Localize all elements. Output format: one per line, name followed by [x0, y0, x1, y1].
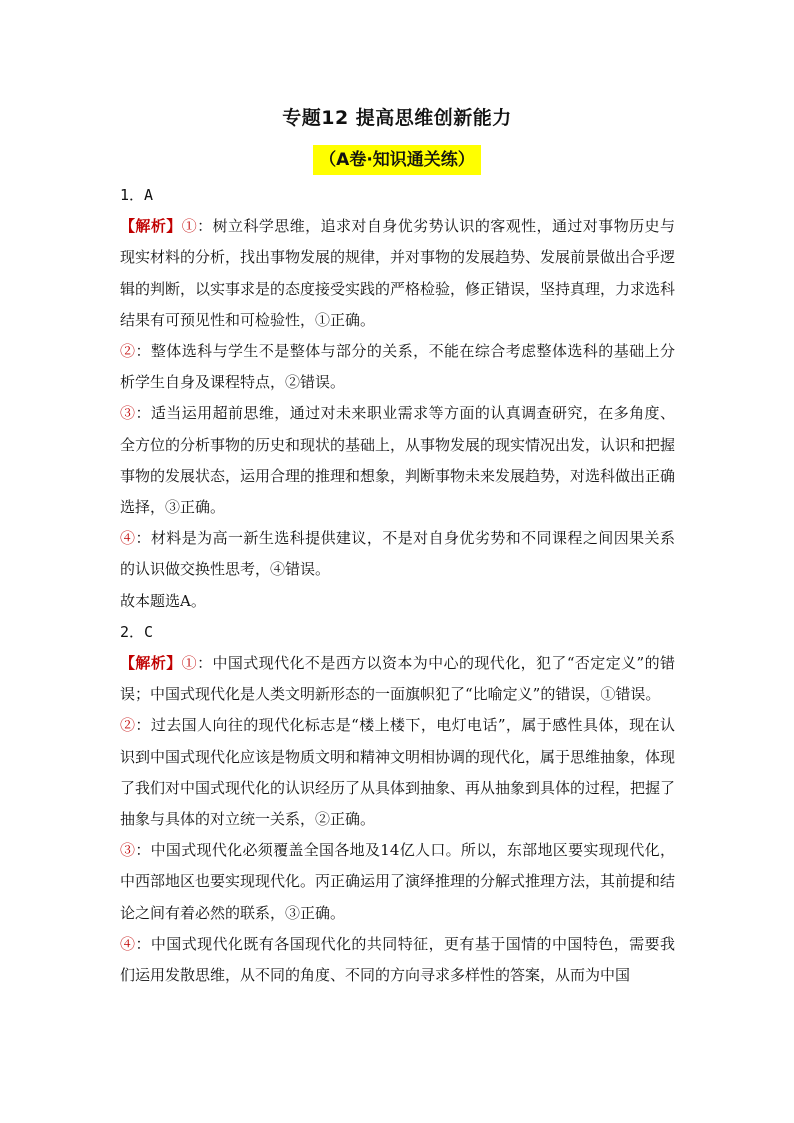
option-marker: ③: [120, 404, 136, 423]
analysis-tag: 【解析】: [120, 654, 182, 673]
option-marker: ④: [120, 934, 136, 953]
document-subtitle: （A卷·知识通关练）: [313, 145, 481, 175]
option-marker: ①: [181, 217, 198, 236]
analysis-paragraph: ④：材料是为高一新生选科提供建议，不是对自身优劣势和不同课程之间因果关系的认识做交换性思考，④错误。: [120, 529, 675, 579]
analysis-paragraph: ②：整体选科与学生不是整体与部分的关系，不能在综合考虑整体选科的基础上分析学生自身及课程特点，②错误。: [120, 342, 675, 392]
conclusion: 故本题选A。: [120, 591, 206, 610]
document-title: 专题12 提高思维创新能力: [282, 107, 512, 129]
analysis-paragraph: ③：适当运用超前思维，通过对未来职业需求等方面的认真调查研究，在多角度、全方位的分析事物的历史和现状的基础上，从事物发展的现实情况出发，认识和把握事物的发展状态，运用合理的推理和想象，判断事物未来发展趋势，对选科做出正确选择，③正确。: [120, 404, 676, 517]
question-number: 2．C: [120, 622, 154, 641]
analysis-paragraph: ③：中国式现代化必须覆盖全国各地及14亿人口。所以，东部地区要实现现代化，中西部地区也要实现现代化。丙正确运用了演绎推理的分解式推理方法，其前提和结论之间有着必然的联系，③正确。: [120, 841, 676, 922]
option-marker: ②: [120, 716, 136, 735]
analysis-tag: 【解析】: [120, 217, 182, 236]
analysis-paragraph: 【解析】①：中国式现代化不是西方以资本为中心的现代化，犯了“否定定义”的错误；中国式现代化是人类文明新形态的一面旗帜犯了“比喻定义”的错误，①错误。: [120, 654, 675, 704]
option-marker: ①: [181, 654, 198, 673]
question-number: 1．A: [120, 186, 154, 204]
subtitle-wrap: [0, 145, 794, 175]
option-marker: ②: [120, 342, 136, 361]
option-marker: ④: [120, 529, 136, 548]
analysis-paragraph: 【解析】①：树立科学思维，追求对自身优劣势认识的客观性，通过对事物历史与现实材料的分析，找出事物发展的规律，并对事物的发展趋势、发展前景做出合乎逻辑的判断，以实事求是的态度接受实践的严格检验，修正错误，坚持真理，力求选科结果有可预见性和可检验性，①正确。: [120, 217, 676, 329]
answer-content: [120, 180, 675, 991]
option-marker: ③: [120, 841, 136, 860]
analysis-paragraph: ④：中国式现代化既有各国现代化的共同特征，更有基于国情的中国特色，需要我们运用发散思维，从不同的角度、不同的方向寻求多样性的答案，从而为中国: [120, 934, 675, 985]
analysis-paragraph: ②：过去国人向往的现代化标志是“楼上楼下，电灯电话”，属于感性具体，现在认识到中国式现代化应该是物质文明和精神文明相协调的现代化，属于思维抽象，体现了我们对中国式现代化的认识经历了从具体到抽象、再从抽象到具体的过程，把握了抽象与具体的对立统一关系，②正确。: [120, 716, 676, 829]
